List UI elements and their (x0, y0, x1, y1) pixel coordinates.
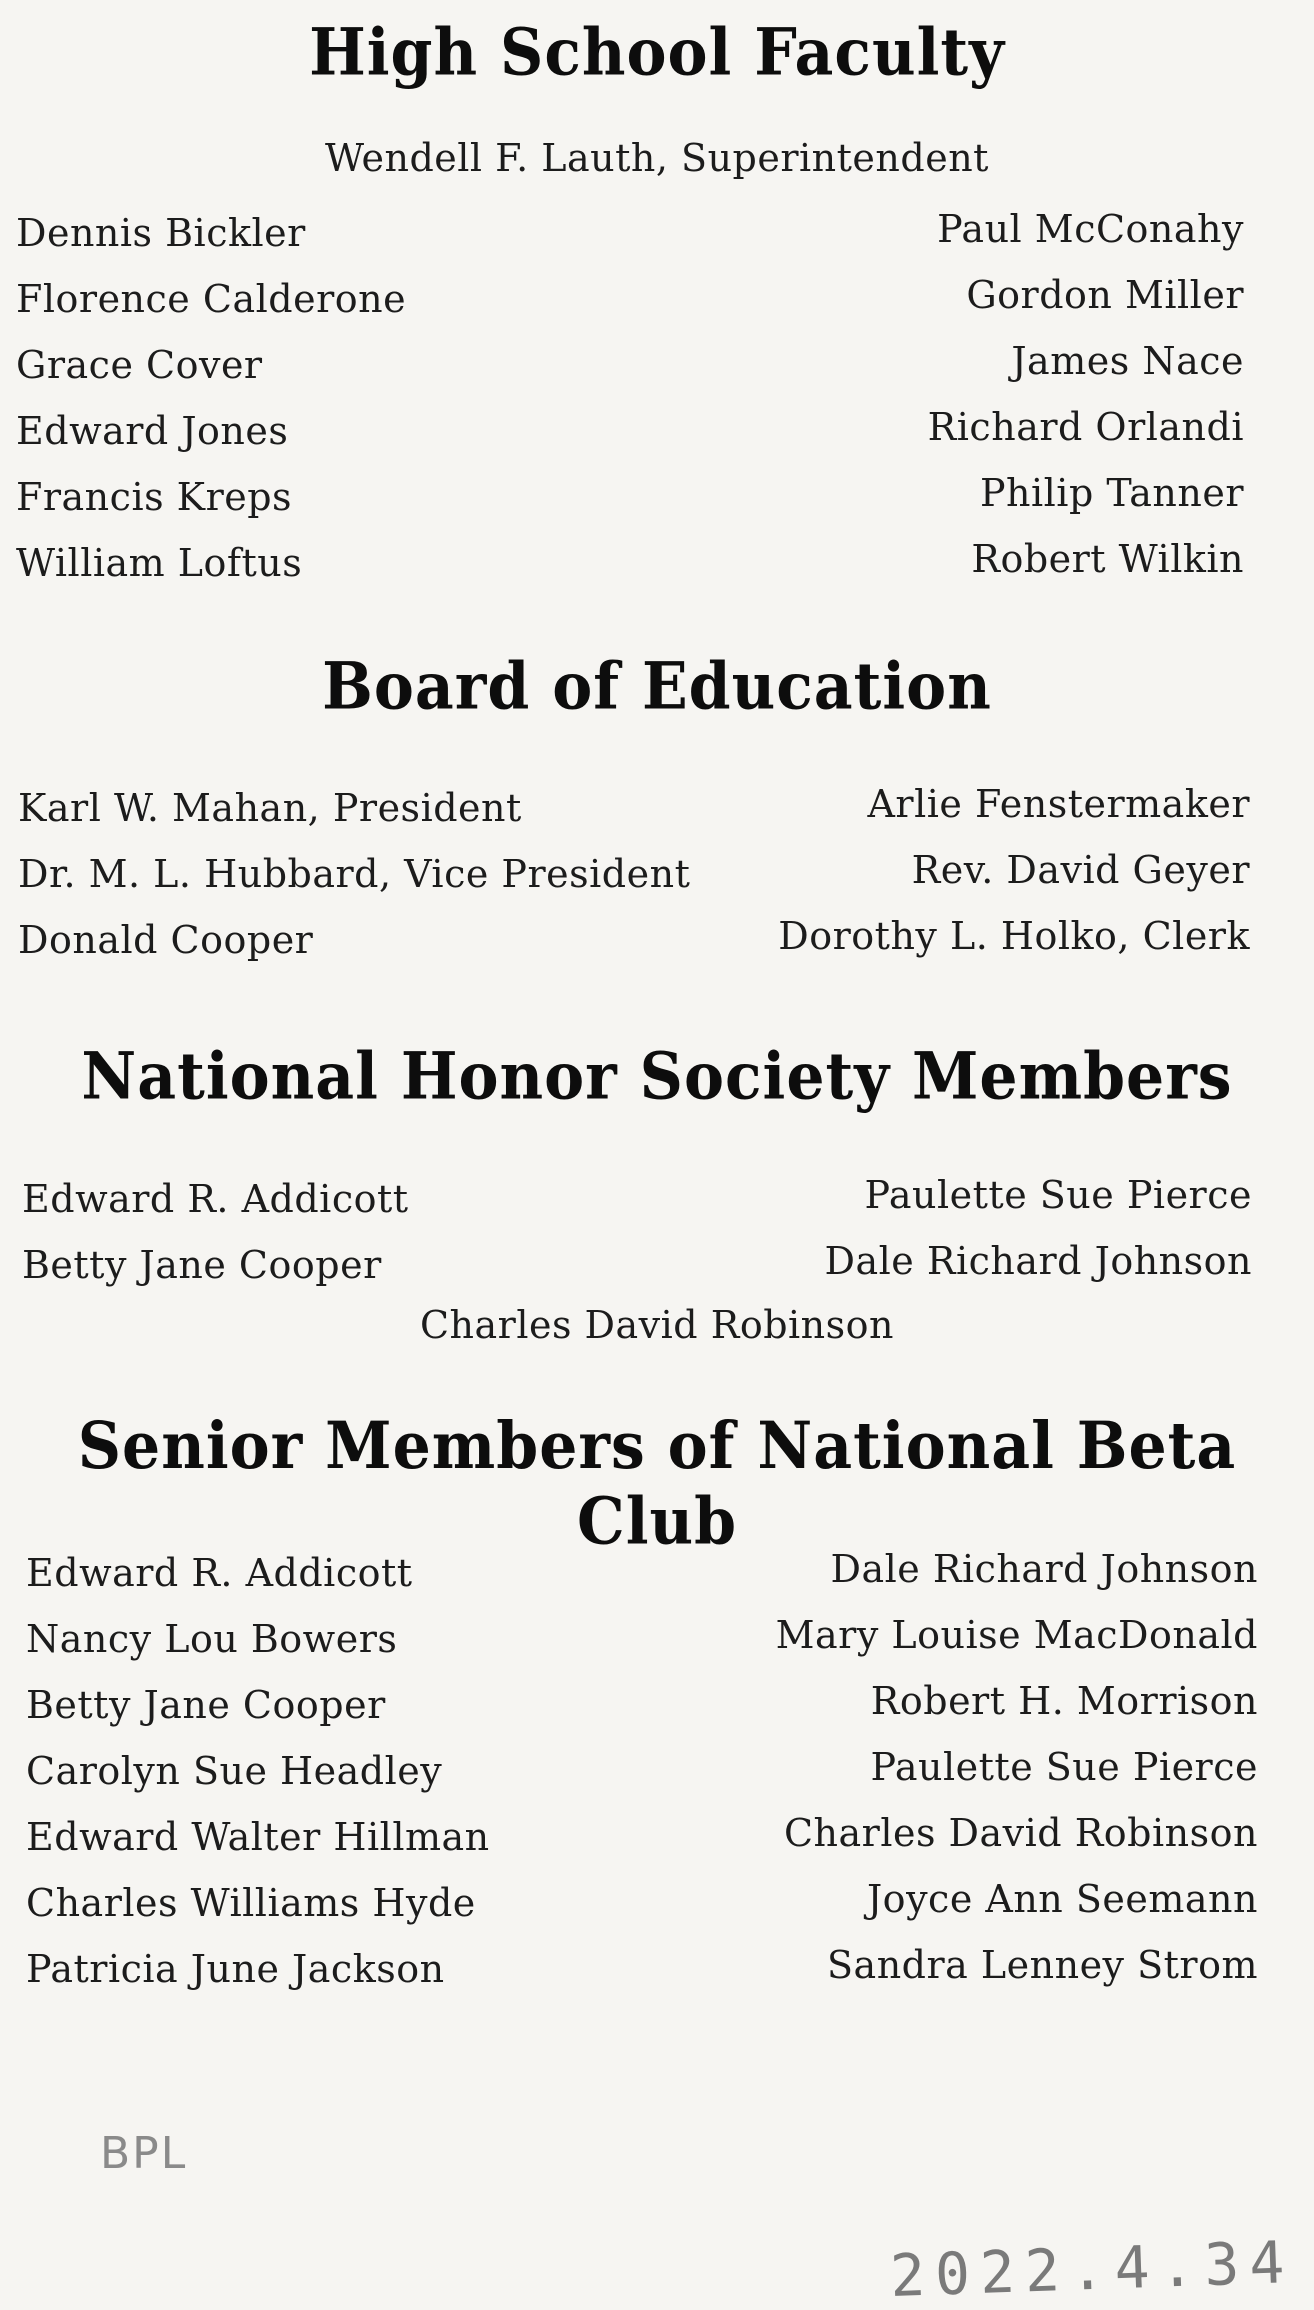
list-item: Charles Williams Hyde (26, 1881, 476, 1925)
honor-heading: National Honor Society Members (81, 1039, 1233, 1115)
board-heading: Board of Education (322, 649, 992, 725)
list-item: Arlie Fenstermaker (867, 782, 1250, 826)
list-item: Dr. M. L. Hubbard, Vice President (18, 852, 691, 896)
list-item: Joyce Ann Seemann (866, 1877, 1258, 1921)
list-item: Edward R. Addicott (22, 1177, 409, 1221)
honor-center-item: Charles David Robinson (419, 1303, 895, 1347)
list-item: Edward Walter Hillman (26, 1815, 490, 1859)
list-item: Philip Tanner (979, 471, 1244, 515)
list-item: William Loftus (16, 541, 303, 585)
list-item: Charles David Robinson (783, 1811, 1258, 1855)
list-item: Richard Orlandi (927, 405, 1244, 449)
faculty-left-column (16, 200, 406, 596)
list-item: Betty Jane Cooper (26, 1683, 386, 1727)
faculty-right-column (928, 196, 1244, 592)
list-item: Grace Cover (16, 343, 263, 387)
board-right-column (778, 771, 1250, 969)
list-item: Patricia June Jackson (26, 1947, 445, 1991)
list-item: Edward Jones (16, 409, 289, 453)
list-item: Robert Wilkin (971, 537, 1244, 581)
list-item: Dorothy L. Holko, Clerk (778, 914, 1250, 958)
honor-right-column (825, 1162, 1253, 1294)
list-item: Nancy Lou Bowers (26, 1617, 398, 1661)
beta-left-column (26, 1540, 490, 2002)
beta-right-column (776, 1536, 1258, 1998)
list-item: Betty Jane Cooper (22, 1243, 382, 1287)
list-item: Carolyn Sue Headley (26, 1749, 443, 1793)
honor-left-column (22, 1166, 409, 1298)
list-item: Dennis Bickler (16, 211, 306, 255)
list-item: Paul McConahy (937, 207, 1244, 251)
list-item: Karl W. Mahan, President (18, 786, 522, 830)
list-item: Donald Cooper (18, 918, 314, 962)
list-item: Paulette Sue Pierce (870, 1745, 1258, 1789)
list-item: Rev. David Geyer (911, 848, 1250, 892)
faculty-heading: High School Faculty (309, 15, 1005, 91)
list-item: Florence Calderone (16, 277, 407, 321)
list-item: Gordon Miller (966, 273, 1244, 317)
accession-number: 2022.4.34 (888, 2227, 1296, 2310)
list-item: Mary Louise MacDonald (775, 1613, 1258, 1657)
library-stamp: BPL (100, 2128, 188, 2179)
list-item: Sandra Lenney Strom (827, 1943, 1258, 1987)
list-item: Paulette Sue Pierce (864, 1173, 1252, 1217)
list-item: James Nace (1011, 339, 1244, 383)
superintendent-line: Wendell F. Lauth, Superintendent (325, 136, 989, 180)
list-item: Edward R. Addicott (26, 1551, 413, 1595)
list-item: Francis Kreps (16, 475, 293, 519)
list-item: Robert H. Morrison (870, 1679, 1258, 1723)
list-item: Dale Richard Johnson (830, 1547, 1258, 1591)
beta-heading: Senior Members of National Beta Club (77, 1408, 1237, 1560)
list-item: Dale Richard Johnson (824, 1239, 1252, 1283)
board-left-column (18, 775, 690, 973)
